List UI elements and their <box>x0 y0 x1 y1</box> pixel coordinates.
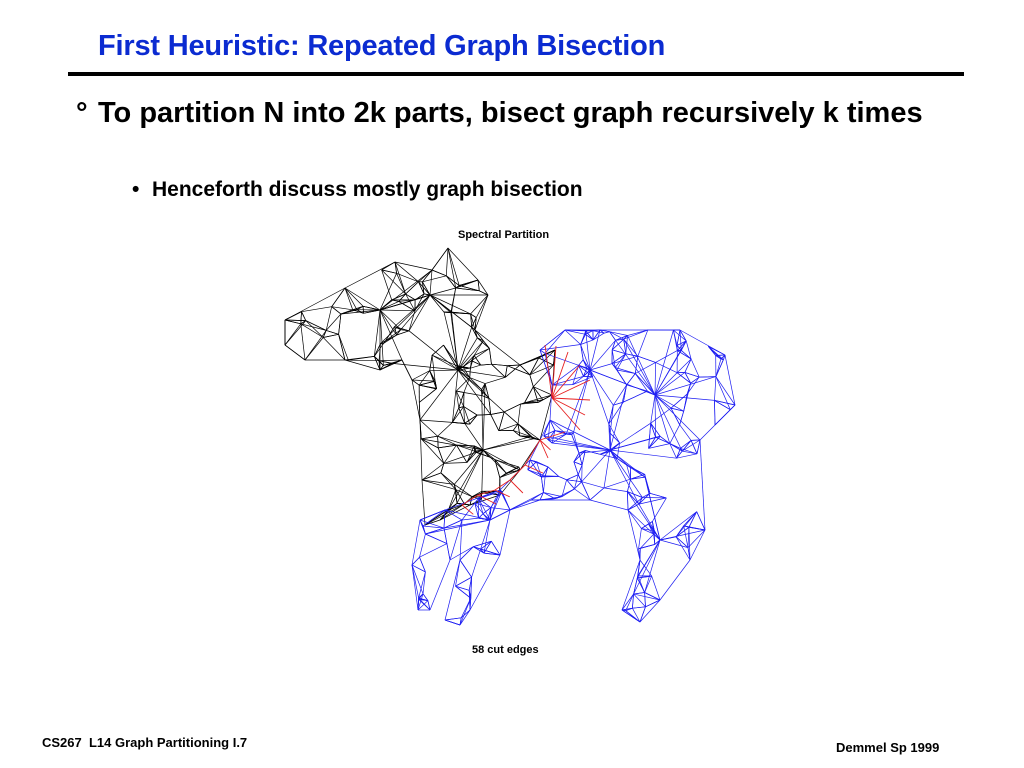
footer-course-info: CS267 L14 Graph Partitioning I.7 <box>42 735 248 750</box>
horse-mesh-figure <box>270 228 750 658</box>
partition-a-edges <box>285 248 555 525</box>
title-underline <box>68 72 964 76</box>
bullet-level-2 <box>132 178 583 202</box>
slide-title: First Heuristic: Repeated Graph Bisection <box>98 30 666 62</box>
figure-caption: 58 cut edges <box>472 644 539 656</box>
bullet-marker-dot: • <box>132 178 140 201</box>
bullet-text: Henceforth discuss mostly graph bisection <box>152 178 583 201</box>
bullet-text: To partition N into 2k parts, bisect graph recursively k times <box>98 97 923 129</box>
bullet-marker-degree: ° <box>76 97 88 129</box>
footer-author-date: Demmel Sp 1999 <box>836 740 940 755</box>
figure-title: Spectral Partition <box>458 229 550 241</box>
